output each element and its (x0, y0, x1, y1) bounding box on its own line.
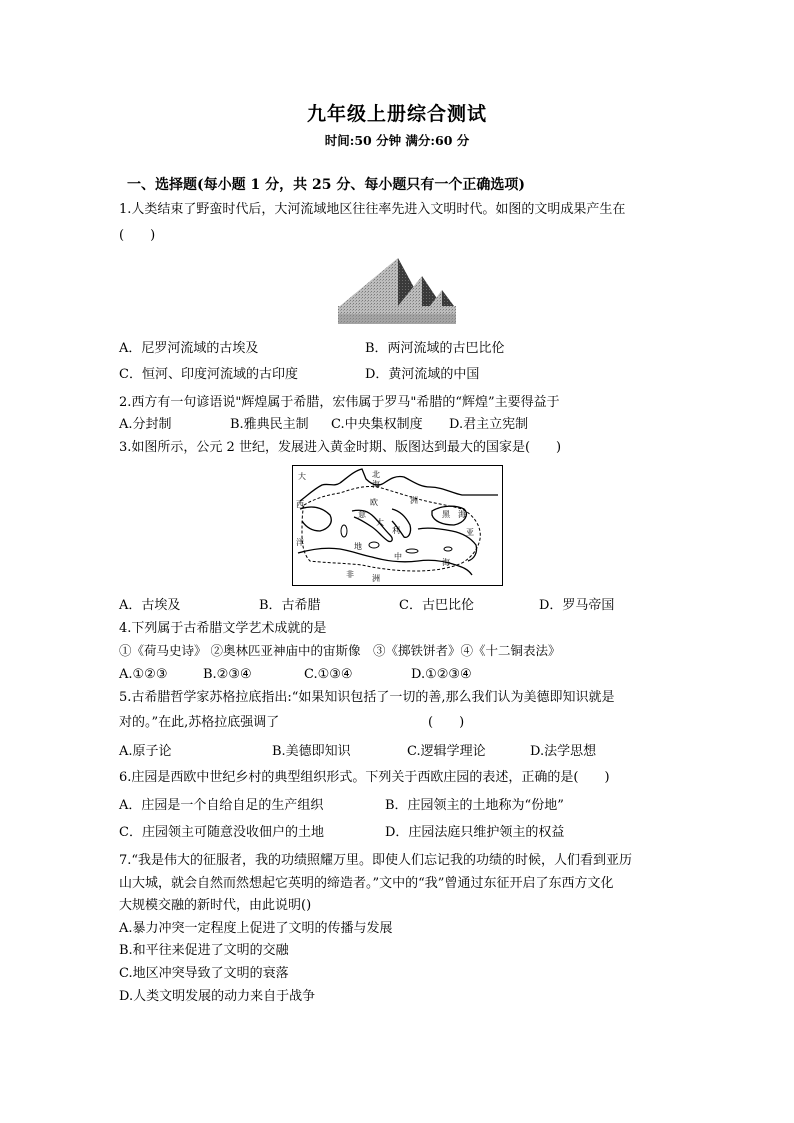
q3-option-d[interactable]: D．罗马帝国 (539, 598, 615, 613)
map-label-ya: 亚 (466, 528, 474, 537)
q4-items: ①《荷马史诗》 ②奥林匹亚神庙中的宙斯像 ③《掷铁饼者》④《十二铜表法》 (119, 643, 561, 658)
q5-stem: 5.古希腊哲学家苏格拉底指出:“如果知识包括了一切的善,那么我们认为美德即知识就是 (119, 690, 615, 705)
q1-option-b[interactable]: B．两河流域的古巴比伦 (365, 341, 505, 356)
q4-option-d[interactable]: D.①②③④ (411, 667, 472, 682)
q6-option-a[interactable]: A．庄园是一个自给自足的生产组织 (119, 798, 324, 813)
q6-option-b[interactable]: B．庄园领主的土地称为“份地” (385, 798, 564, 813)
q7-option-c[interactable]: C.地区冲突导致了文明的衰落 (119, 966, 289, 981)
page-title: 九年级上册综合测试 (306, 103, 487, 125)
q1-option-a[interactable]: A．尼罗河流域的古埃及 (119, 341, 259, 356)
map-label-zhong: 中 (394, 552, 402, 561)
map-label-fei: 非 (346, 570, 354, 579)
section-heading: 一、选择题(每小题 1 分，共 25 分、每小题只有一个正确选项) (127, 177, 525, 193)
q1-stem: 1.人类结束了野蛮时代后，大河流域地区往往率先进入文明时代。如图的文明成果产生在 (119, 202, 626, 217)
q2-option-b[interactable]: B.雅典民主制 (230, 417, 309, 432)
q7-option-b[interactable]: B.和平往来促进了文明的交融 (119, 943, 289, 958)
q4-option-c[interactable]: C.①③④ (304, 667, 353, 682)
q1-option-d[interactable]: D．黄河流域的中国 (365, 367, 480, 382)
map-label-hai-m: 海 (442, 558, 450, 567)
exam-info: 时间:50 分钟 满分:60 分 (324, 133, 470, 148)
q4-option-a[interactable]: A.①②③ (119, 667, 168, 682)
q5-option-d[interactable]: D.法学思想 (530, 744, 597, 759)
q7-option-a[interactable]: A.暴力冲突一定程度上促进了文明的传播与发展 (119, 921, 393, 936)
map-label-zhou-a: 洲 (372, 574, 380, 583)
map-label-hei: 黑 (442, 510, 450, 519)
q7-stem-cont1: 山大城，就会自然而然想起它英明的缔造者。”文中的“我”曾通过东征开启了东西方文化 (119, 876, 614, 891)
q2-option-d[interactable]: D.君主立宪制 (449, 417, 529, 432)
map-label-zhou-e: 洲 (410, 496, 418, 505)
map-label-yi: 意 (358, 510, 366, 519)
q5-option-a[interactable]: A.原子论 (119, 744, 172, 759)
q4-option-b[interactable]: B.②③④ (203, 667, 252, 682)
q7-stem: 7.“我是伟大的征服者，我的功绩照耀万里。即使人们忘记我的功绩的时候，人们看到亚历 (119, 853, 633, 868)
map-label-bei: 北 (372, 470, 380, 479)
q5-option-c[interactable]: C.逻辑学理论 (407, 744, 486, 759)
q1-option-c[interactable]: C．恒河、印度河流域的古印度 (119, 367, 298, 382)
map-label-da: 大 (298, 472, 306, 481)
q3-option-c[interactable]: C．古巴比伦 (399, 598, 474, 613)
map-label-li: 利 (392, 526, 400, 535)
q3-option-b[interactable]: B．古希腊 (259, 598, 321, 613)
map-label-yang: 洋 (296, 538, 304, 547)
q7-stem-cont2: 大规模交融的新时代，由此说明() (119, 898, 312, 913)
q2-option-a[interactable]: A.分封制 (119, 417, 172, 432)
q5-option-b[interactable]: B.美德即知识 (272, 744, 351, 759)
roman-empire-map (292, 465, 503, 586)
map-label-hai-n: 海 (372, 480, 380, 489)
q2-stem: 2.西方有一句谚语说"辉煌属于希腊，宏伟属于罗马"希腊的“辉煌”主要得益于 (119, 395, 560, 410)
q4-stem: 4.下列属于古希腊文学艺术成就的是 (119, 621, 327, 636)
map-label-di: 地 (354, 542, 362, 551)
q3-option-a[interactable]: A．古埃及 (119, 598, 181, 613)
map-label-hai-b: 海 (458, 510, 466, 519)
map-label-da2: 大 (376, 518, 384, 527)
map-label-ou: 欧 (370, 498, 378, 507)
q1-blank: ( ) (119, 228, 156, 243)
pyramids-image (338, 252, 456, 324)
q6-option-c[interactable]: C．庄园领主可随意没收佃户的土地 (119, 825, 324, 840)
map-label-xi: 西 (296, 500, 304, 509)
q7-option-d[interactable]: D.人类文明发展的动力来自于战争 (119, 989, 316, 1004)
q3-stem: 3.如图所示，公元 2 世纪，发展进入黄金时期、版图达到最大的国家是( ) (119, 440, 562, 455)
q5-blank: ( ) (428, 715, 465, 730)
q5-stem-cont: 对的。”在此,苏格拉底强调了 (119, 715, 280, 730)
q6-option-d[interactable]: D．庄园法庭只维护领主的权益 (385, 825, 565, 840)
q2-option-c[interactable]: C.中央集权制度 (331, 417, 423, 432)
q6-stem: 6.庄园是西欧中世纪乡村的典型组织形式。下列关于西欧庄园的表述，正确的是( ) (119, 770, 610, 785)
